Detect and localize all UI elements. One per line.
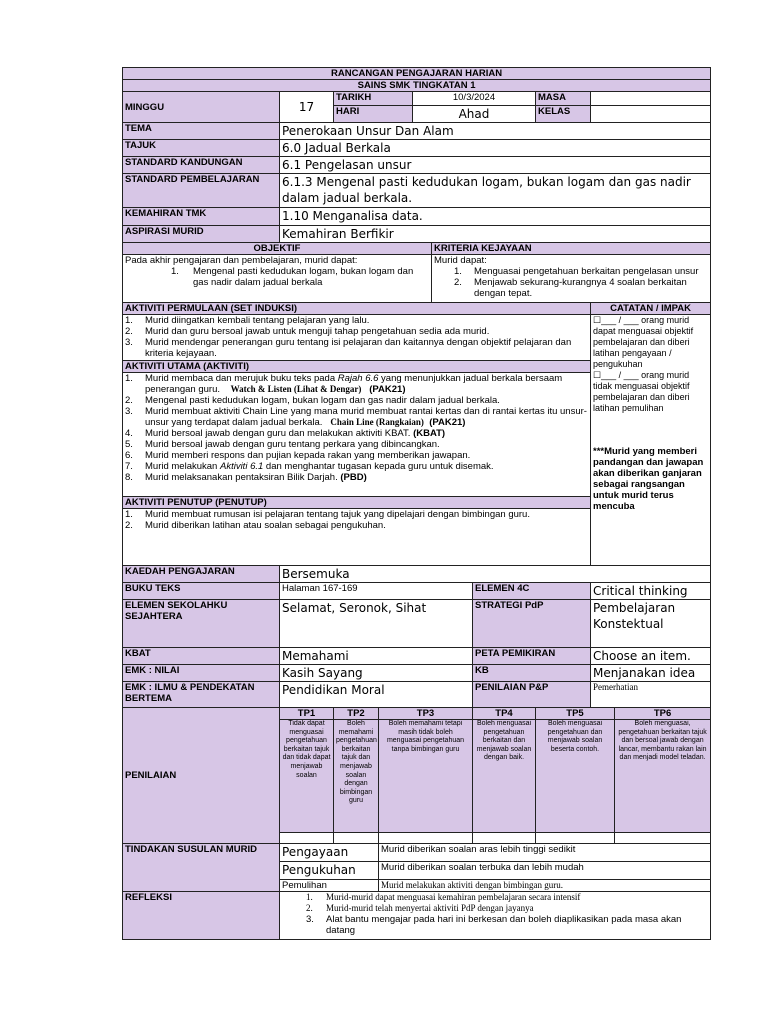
list-item: 1. Murid-murid dapat menguasai kemahiran pembelajaran secara intensif bbox=[306, 892, 581, 902]
hari-value: Ahad bbox=[413, 106, 536, 123]
tarikh-value: 10/3/2024 bbox=[413, 92, 536, 106]
list-item: 8. Murid melaksanakan pentaksiran Bilik Darjah. (PBD) bbox=[125, 472, 367, 483]
tp2-mark[interactable] bbox=[334, 833, 379, 844]
kelas-value bbox=[591, 106, 711, 123]
list-item: 6. Murid memberi respons dan pujian kepada rakan yang memberikan jawapan. bbox=[125, 450, 471, 461]
kriteria-intro: Murid dapat: bbox=[434, 255, 487, 266]
catatan-header: CATATAN / IMPAK bbox=[591, 303, 711, 315]
kriteria-header: KRITERIA KEJAYAAN bbox=[432, 243, 711, 255]
kaedah-label: KAEDAH PENGAJARAN bbox=[123, 566, 280, 583]
kemahiran-tmk-label: KEMAHIRAN TMK bbox=[123, 208, 280, 226]
catatan-note: ***Murid yang memberi pandangan dan jawapan akan diberikan ganjaran sebagai rangsangan untuk murid terus mencuba bbox=[593, 446, 704, 512]
peta-value[interactable]: Choose an item. bbox=[591, 648, 711, 665]
lesson-plan-table bbox=[122, 67, 711, 940]
list-item: 1. Murid membaca dan merujuk buku teks pada Rajah 6.6 yang menunjukkan jadual berkala bersaam penerangan guru. Watch & Listen (Lihat & Dengar) (PAK21) bbox=[125, 373, 563, 395]
tp6-desc: Boleh menguasai, pengetahuan berkaitan tajuk dan bersoal jawab dengan lancar, membantu rakan lain dan menjadi model teladan. bbox=[615, 720, 711, 833]
minggu-value: 17 bbox=[280, 92, 334, 123]
sejahtera-value: Selamat, Seronok, Sihat bbox=[280, 600, 473, 648]
list-item: 4. Murid bersoal jawab dengan guru dan melakukan aktiviti KBAT. (KBAT) bbox=[125, 428, 446, 439]
pengukuhan-label: Pengukuhan bbox=[280, 862, 379, 880]
pengukuhan-value: Murid diberikan soalan terbuka dan lebih mudah bbox=[379, 862, 711, 880]
elemen-4c-label: ELEMEN 4C bbox=[473, 583, 591, 600]
kbat-label: KBAT bbox=[123, 648, 280, 665]
objektif-header: OBJEKTIF bbox=[123, 243, 432, 255]
susulan-label: TINDAKAN SUSULAN MURID bbox=[123, 844, 280, 892]
peta-label: PETA PEMIKIRAN bbox=[473, 648, 591, 665]
list-item: 1. Mengenal pasti kedudukan logam, bukan logam dan gas nadir dalam jadual berkala bbox=[171, 266, 414, 288]
standard-pembelajaran-value: 6.1.3 Mengenal pasti kedudukan logam, bukan logam dan gas nadir dalam jadual berkala. bbox=[280, 174, 711, 208]
kaedah-value: Bersemuka bbox=[280, 566, 711, 583]
catatan-content bbox=[591, 315, 711, 566]
emk-nilai-value: Kasih Sayang bbox=[280, 665, 473, 682]
tp1-desc: Tidak dapat menguasai pengetahuan berkaitan tajuk dan tidak dapat menjawab soalan bbox=[280, 720, 334, 833]
refleksi-label: REFLEKSI bbox=[123, 892, 280, 940]
tp4-mark[interactable] bbox=[473, 833, 536, 844]
tp3-header: TP3 bbox=[379, 708, 473, 720]
masa-value bbox=[591, 92, 711, 106]
buku-teks-label: BUKU TEKS bbox=[123, 583, 280, 600]
penutup-header: AKTIVITI PENUTUP (PENUTUP) bbox=[123, 497, 591, 509]
catatan-menguasai: ☐___ / ___ orang murid dapat menguasai objektif pembelajaran dan diberi latihan pengayaan / pengukuhan bbox=[593, 315, 694, 369]
list-item: 2. Murid diberikan latihan atau soalan sebagai pengukuhan. bbox=[125, 520, 386, 531]
tp4-header: TP4 bbox=[473, 708, 536, 720]
penilaian-pnp-value: Pemerhatian bbox=[591, 682, 711, 708]
objektif-content bbox=[123, 255, 432, 303]
tajuk-label: TAJUK bbox=[123, 140, 280, 157]
list-item: 1. Murid membuat rumusan isi pelajaran tentang tajuk yang dipelajari dengan bimbingan guru. bbox=[125, 509, 530, 520]
kemahiran-tmk-value: 1.10 Menganalisa data. bbox=[280, 208, 711, 226]
pengayaan-value: Murid diberikan soalan aras lebih tinggi sedikit bbox=[379, 844, 711, 862]
utama-header: AKTIVITI UTAMA (AKTIVITI) bbox=[123, 361, 591, 373]
standard-kandungan-value: 6.1 Pengelasan unsur bbox=[280, 157, 711, 174]
kb-label: KB bbox=[473, 665, 591, 682]
masa-label: MASA bbox=[536, 92, 591, 106]
plan-subtitle: SAINS SMK TINGKATAN 1 bbox=[123, 80, 711, 92]
tp3-desc: Boleh memahami tetapi masih tidak boleh menguasai pengetahuan tanpa bimbingan guru bbox=[379, 720, 473, 833]
refleksi-content bbox=[280, 892, 711, 940]
list-item: 2. Mengenal pasti kedudukan logam, bukan logam dan gas nadir dalam jadual berkala. bbox=[125, 395, 500, 406]
sejahtera-label: ELEMEN SEKOLAHKU SEJAHTERA bbox=[123, 600, 280, 648]
list-item: 2. Murid dan guru bersoal jawab untuk menguji tahap pengetahuan sedia ada murid. bbox=[125, 326, 490, 337]
kriteria-content bbox=[432, 255, 711, 303]
list-item: 1. Murid diingatkan kembali tentang pelajaran yang lalu. bbox=[125, 315, 370, 326]
objektif-intro: Pada akhir pengajaran dan pembelajaran, murid dapat: bbox=[125, 255, 358, 266]
list-item: 2. Menjawab sekurang-kurangnya 4 soalan berkaitan dengan tepat. bbox=[454, 277, 687, 299]
strategi-value: Pembelajaran Konstektual bbox=[591, 600, 711, 648]
penutup-content bbox=[123, 509, 591, 566]
list-item: 3. Alat bantu mengajar pada hari ini berkesan dan boleh diaplikasikan pada masa akan datang bbox=[306, 914, 682, 936]
emk-nilai-label: EMK : NILAI bbox=[123, 665, 280, 682]
tajuk-value: 6.0 Jadual Berkala bbox=[280, 140, 711, 157]
permulaan-header: AKTIVITI PERMULAAN (SET INDUKSI) bbox=[123, 303, 591, 315]
list-item: 1. Menguasai pengetahuan berkaitan pengelasan unsur bbox=[454, 266, 699, 277]
pengayaan-label: Pengayaan bbox=[280, 844, 379, 862]
emk-ilmu-label: EMK : ILMU & PENDEKATAN BERTEMA bbox=[123, 682, 280, 708]
list-item: 3. Murid mendengar penerangan guru tentang isi pelajaran dan kaitannya dengan objektif pelajaran dan kriteria kejayaan. bbox=[125, 337, 572, 359]
kelas-label: KELAS bbox=[536, 106, 591, 123]
pemulihan-value: Murid melakukan aktiviti dengan bimbingan guru. bbox=[379, 880, 711, 892]
penilaian-label: PENILAIAN bbox=[123, 708, 280, 844]
hari-label: HARI bbox=[334, 106, 413, 123]
list-item: 2. Murid-murid telah menyertai aktiviti PdP dengan jayanya bbox=[306, 903, 534, 913]
tp5-desc: Boleh menguasai pengetahuan dan menjawab soalan beserta contoh. bbox=[536, 720, 615, 833]
utama-content bbox=[123, 373, 591, 497]
standard-pembelajaran-label: STANDARD PEMBELAJARAN bbox=[123, 174, 280, 208]
list-item: 7. Murid melakukan Aktiviti 6.1 dan menghantar tugasan kepada guru untuk disemak. bbox=[125, 461, 494, 472]
list-item: 5. Murid bersoal jawab dengan guru tentang perkara yang dibincangkan. bbox=[125, 439, 440, 450]
catatan-tidak-menguasai: ☐___ / ___ orang murid tidak menguasai objektif pembelajaran dan diberi latihan pemulihan bbox=[593, 370, 690, 413]
strategi-label: STRATEGI PdP bbox=[473, 600, 591, 648]
standard-kandungan-label: STANDARD KANDUNGAN bbox=[123, 157, 280, 174]
tp4-desc: Boleh menguasai pengetahuan berkaitan dan menjawab soalan dengan baik. bbox=[473, 720, 536, 833]
aspirasi-murid-value: Kemahiran Berfikir bbox=[280, 226, 711, 243]
tp5-mark[interactable] bbox=[536, 833, 615, 844]
tarikh-label: TARIKH bbox=[334, 92, 413, 106]
tema-value: Penerokaan Unsur Dan Alam bbox=[280, 123, 711, 140]
tp3-mark[interactable] bbox=[379, 833, 473, 844]
buku-teks-value: Halaman 167-169 bbox=[280, 583, 473, 600]
pemulihan-label: Pemulihan bbox=[280, 880, 379, 892]
tp2-header: TP2 bbox=[334, 708, 379, 720]
minggu-label: MINGGU bbox=[123, 92, 280, 123]
tp1-mark[interactable] bbox=[280, 833, 334, 844]
tp2-desc: Boleh memahami pengetahuan berkaitan tajuk dan menjawab soalan dengan bimbingan guru bbox=[334, 720, 379, 833]
kbat-value: Memahami bbox=[280, 648, 473, 665]
emk-ilmu-value: Pendidikan Moral bbox=[280, 682, 473, 708]
list-item: 3. Murid membuat aktiviti Chain Line yang mana murid membuat rantai kertas dan di rantai kertas itu unsur-unsur yang terdapat dalam jadual berkala. Chain Line (Rangkaian) (PAK21) bbox=[125, 406, 587, 428]
tp1-header: TP1 bbox=[280, 708, 334, 720]
tp6-header: TP6 bbox=[615, 708, 711, 720]
kb-value: Menjanakan idea bbox=[591, 665, 711, 682]
permulaan-content bbox=[123, 315, 591, 361]
elemen-4c-value: Critical thinking bbox=[591, 583, 711, 600]
tema-label: TEMA bbox=[123, 123, 280, 140]
penilaian-pnp-label: PENILAIAN P&P bbox=[473, 682, 591, 708]
aspirasi-murid-label: ASPIRASI MURID bbox=[123, 226, 280, 243]
tp6-mark[interactable] bbox=[615, 833, 711, 844]
tp5-header: TP5 bbox=[536, 708, 615, 720]
plan-title: RANCANGAN PENGAJARAN HARIAN bbox=[123, 68, 711, 80]
